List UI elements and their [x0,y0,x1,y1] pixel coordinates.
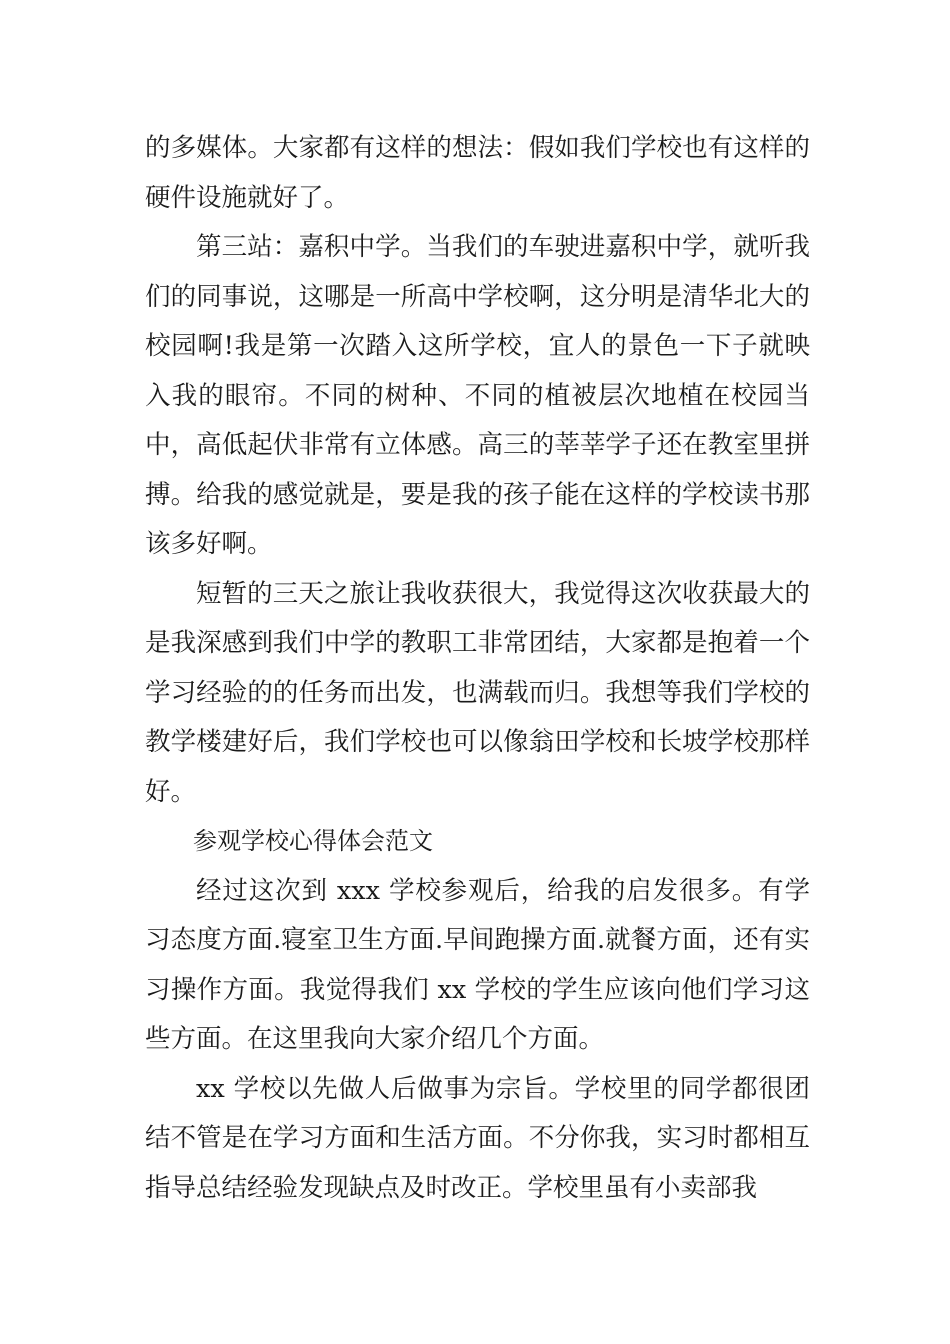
document-body [145,124,810,1213]
paragraph-continued: 的多媒体。大家都有这样的想法：假如我们学校也有这样的硬件设施就好了。 [145,133,810,213]
paragraph-school-principle: xx 学校以先做人后做事为宗旨。学校里的同学都很团结不管是在学习方面和生活方面。不分你我，实习时都相互指导总结经验发现缺点及时改正。学校里虽有小卖部我 [145,1073,810,1203]
section-heading: 参观学校心得体会范文 [193,827,433,855]
paragraph-visit-intro: 经过这次到 xxx 学校参观后，给我的启发很多。有学习态度方面.寝室卫生方面.早间跑操方面.就餐方面，还有实习操作方面。我觉得我们 xx 学校的学生应该向他们学习这些方面。在这里我向大家介绍几个方面。 [145,875,810,1054]
paragraph-third-stop: 第三站：嘉积中学。当我们的车驶进嘉积中学，就听我们的同事说，这哪是一所高中学校啊，这分明是清华北大的校园啊!我是第一次踏入这所学校，宜人的景色一下子就映入我的眼帘。不同的树种、不同的植被层次地植在校园当中，高低起伏非常有立体感。高三的莘莘学子还在教室里拼搏。给我的感觉就是，要是我的孩子能在这样的学校读书那该多好啊。 [145,232,810,559]
paragraph-summary: 短暂的三天之旅让我收获很大，我觉得这次收获最大的是我深感到我们中学的教职工非常团结，大家都是抱着一个学习经验的的任务而出发，也满载而归。我想等我们学校的教学楼建好后，我们学校也可以像翁田学校和长坡学校那样好。 [145,578,810,807]
